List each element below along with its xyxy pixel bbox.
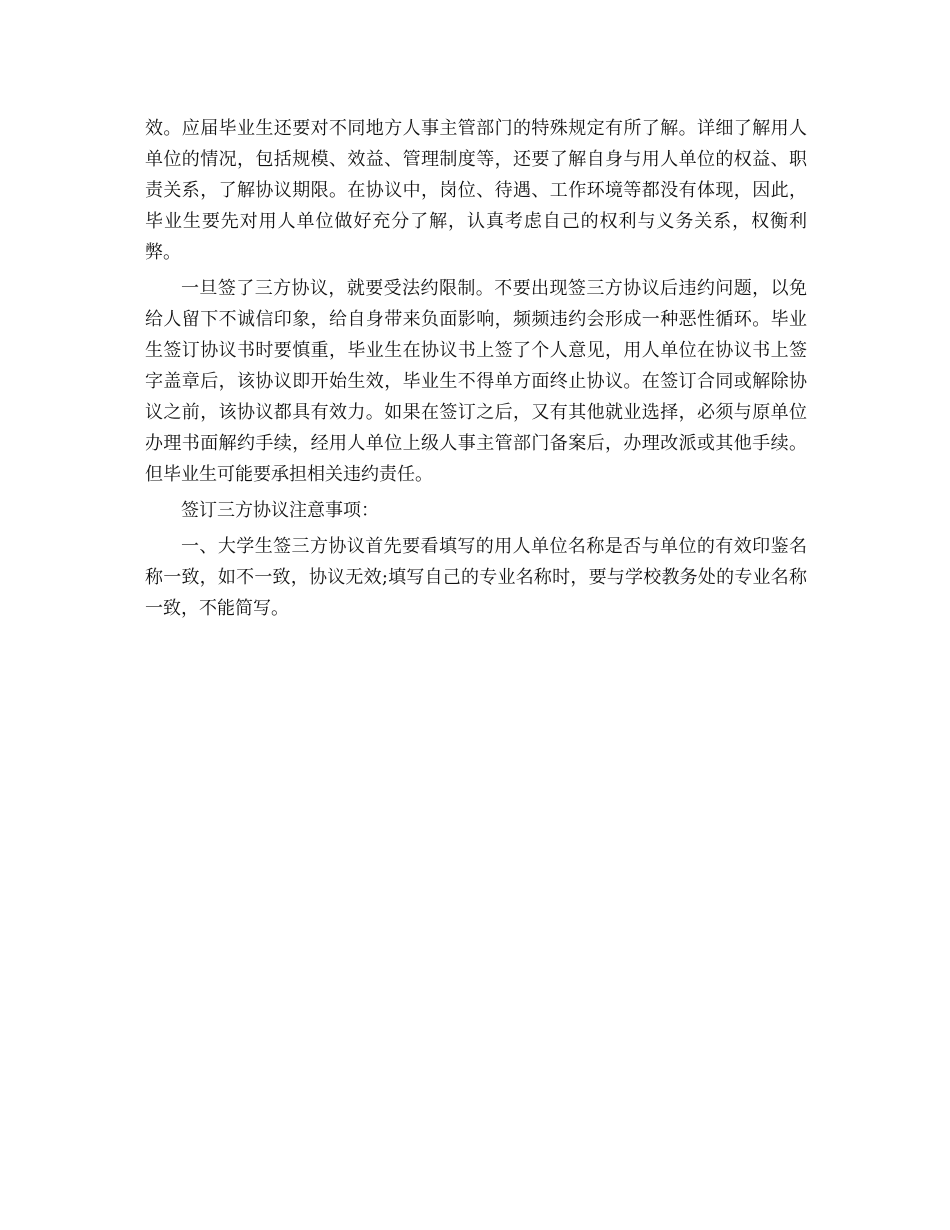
section-heading-notes: 签订三方协议注意事项： <box>181 500 379 521</box>
paragraph-continuation: 效。应届毕业生还要对不同地方人事主管部门的特殊规定有所了解。详细了解用人单位的情况，包括规模、效益、管理制度等，还要了解自身与用人单位的权益、职责关系，了解协议期限。在协议中，岗位、待遇、工作环境等都没有体现，因此，毕业生要先对用人单位做好充分了解，认真考虑自己的权利与义务关系，权衡利弊。 <box>145 118 807 263</box>
paragraph-breach-consequences: 一旦签了三方协议，就要受法约限制。不要出现签三方协议后违约问题，以免给人留下不诚信印象，给自身带来负面影响，频频违约会形成一种恶性循环。毕业生签订协议书时要慎重，毕业生在协议书上签了个人意见，用人单位在协议书上签字盖章后，该协议即开始生效，毕业生不得单方面终止协议。在签订合同或解除协议之前，该协议都具有效力。如果在签订之后，又有其他就业选择，必须与原单位办理书面解约手续，经用人单位上级人事主管部门备案后，办理改派或其他手续。但毕业生可能要承担相关违约责任。 <box>145 278 807 485</box>
document-body <box>145 113 807 629</box>
paragraph-note-one: 一、大学生签三方协议首先要看填写的用人单位名称是否与单位的有效印鉴名称一致，如不一致，协议无效;填写自己的专业名称时，要与学校教务处的专业名称一致，不能简写。 <box>145 536 807 619</box>
